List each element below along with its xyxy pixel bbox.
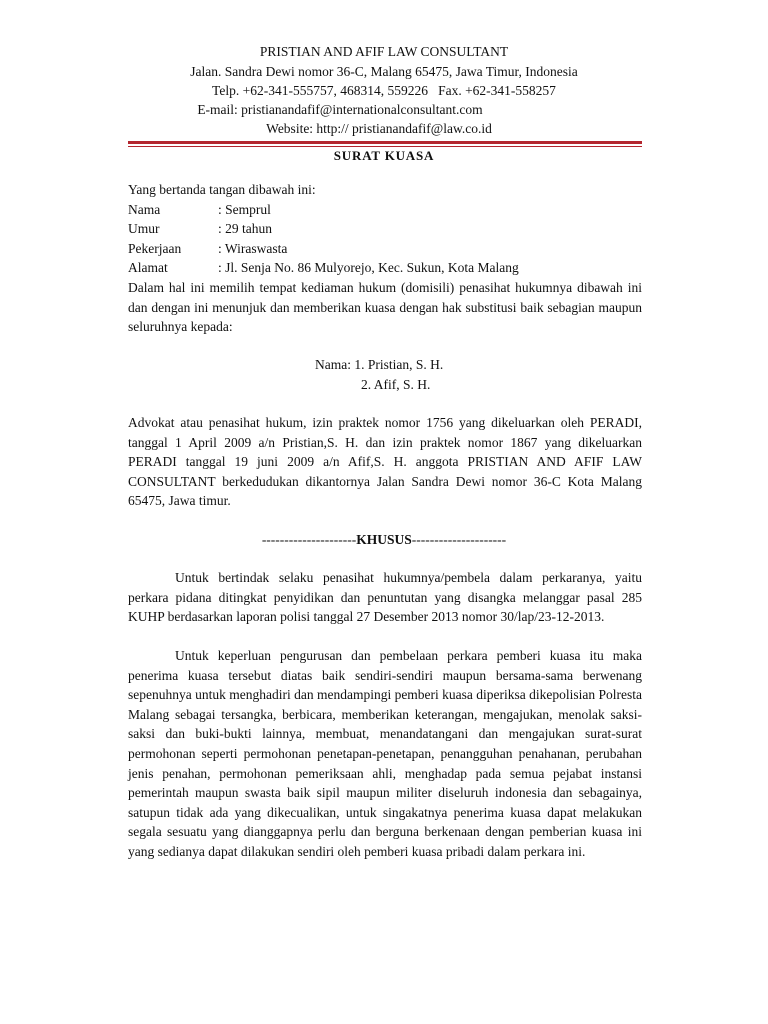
intro-text: Yang bertanda tangan dibawah ini: — [128, 182, 316, 197]
document-title: SURAT KUASA — [333, 148, 435, 163]
letterhead-divider-thick — [128, 141, 642, 144]
letterhead-website: Website: http:// pristianandafif@law.co.id — [266, 121, 492, 136]
field-alamat-value: : Jl. Senja No. 86 Mulyorejo, Kec. Sukun, Kota Malang — [218, 260, 519, 275]
field-nama — [128, 200, 271, 220]
khusus-dashes-left: --------------------- — [261, 532, 357, 547]
letterhead-company: PRISTIAN AND AFIF LAW CONSULTANT — [259, 44, 509, 59]
letterhead-phone: Telp. +62-341-555757, 468314, 559226 Fax. +62-341-558257 — [212, 83, 556, 98]
letterhead-email: E-mail: pristianandafif@internationalconsultant.com — [197, 102, 483, 117]
field-nama-label: Nama — [128, 202, 161, 217]
letterhead-address: Jalan. Sandra Dewi nomor 36-C, Malang 65475, Jawa Timur, Indonesia — [190, 64, 578, 79]
khusus-label: KHUSUS — [356, 532, 412, 547]
khusus-heading — [0, 530, 768, 549]
field-pekerjaan-value: : Wiraswasta — [218, 241, 288, 256]
khusus-dashes-right: --------------------- — [411, 532, 507, 547]
paragraph-authority: Untuk keperluan pengurusan dan pembelaan perkara pemberi kuasa itu maka penerima kuasa tersebut diatas baik sendiri-sendiri maupun bersama-sama berwenang sepenuhnya untuk menghadiri dan mendampingi pemberi kuasa diperiksa dikepolisian Polresta Malang sebagai tersangka, berbicara, memberikan keterangan, mengajukan, menolak saksi-saksi dan buki-bukti lainnya, membuat, menandatangani dan mengajukan surat-surat permohonan seperti permohonan penetapan-penetapan, penangguhan penahanan, perubahan jenis penahan, permohonan pemeriksaan ahli, menghadap pada semua pejabat instansi pemerintah maupun swasta baik sipil maupun militer diseluruh indonesia dan sebagainya, satupun tidak ada yang dikecualikan, untuk singakatnya penerima kuasa dapat melakukan segala sesuatu yang dianggapnya perlu dan berguna berkenaan dengan pemberian kuasa ini yang sedianya dapat dilakukan sendiri oleh pemberi kuasa pribadi dalam perkara ini. — [128, 648, 643, 859]
paragraph-domicile: Dalam hal ini memilih tempat kediaman hukum (domisili) penasihat hukumnya dibawah ini dan dengan ini menunjuk dan memberikan kuasa dengan hak substitusi baik sebagian maupun seluruhnya kepada: — [128, 280, 642, 335]
field-alamat — [128, 258, 519, 278]
field-umur-label: Umur — [128, 221, 160, 236]
attorney-1: Nama: 1. Pristian, S. H. — [315, 357, 444, 372]
field-umur — [128, 219, 272, 239]
paragraph-case-scope: Untuk bertindak selaku penasihat hukumnya/pembela dalam perkaranya, yaitu perkara pidana ditingkat penyidikan dan penuntutan yang disangka melanggar pasal 285 KUHP berdasarkan laporan polisi tanggal 27 Desember 2013 nomor 30/lap/23-12-2013. — [128, 570, 642, 625]
field-alamat-label: Alamat — [128, 260, 168, 275]
field-umur-value: : 29 tahun — [218, 221, 272, 236]
field-pekerjaan — [128, 239, 287, 259]
field-nama-value: : Semprul — [218, 202, 271, 217]
paragraph-advocate-license: Advokat atau penasihat hukum, izin praktek nomor 1756 yang dikeluarkan oleh PERADI, tanggal 1 April 2009 a/n Pristian,S. H. dan izin praktek nomor 1867 yang dikeluarkan PERADI tanggal 19 juni 2009 a/n Afif,S. H. anggota PRISTIAN AND AFIF LAW CONSULTANT berkedudukan dikantornya Jalan Sandra Dewi nomor 36-C Kota Malang 65475, Jawa timur. — [128, 415, 642, 509]
attorney-2: 2. Afif, S. H. — [361, 376, 431, 392]
field-pekerjaan-label: Pekerjaan — [128, 241, 182, 256]
